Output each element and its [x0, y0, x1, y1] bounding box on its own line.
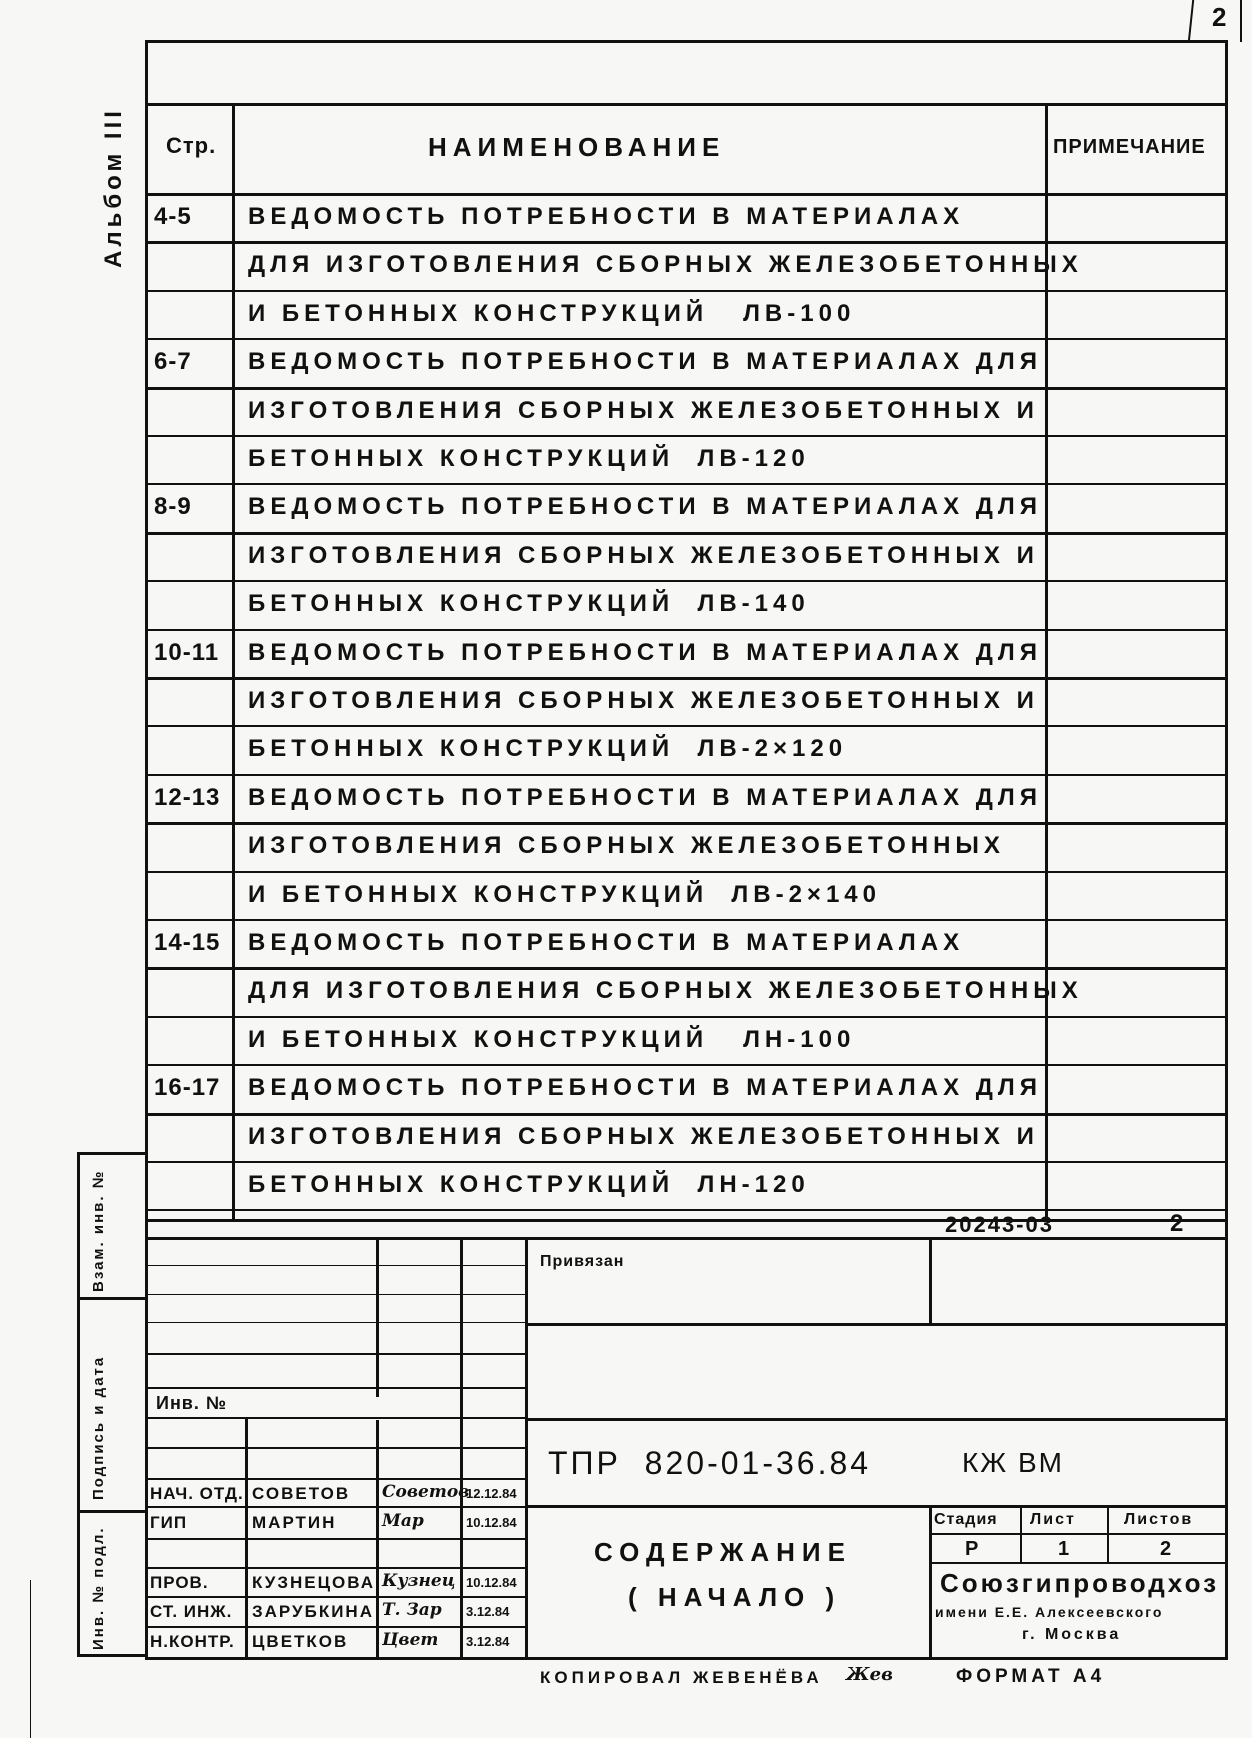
table-row-line: ВЕДОМОСТЬ ПОТРЕБНОСТИ В МАТЕРИАЛАХ: [248, 929, 965, 956]
document-mark: КЖ ВМ: [962, 1447, 1064, 1478]
signature-name: СОВЕТОВ: [252, 1484, 351, 1503]
sheet-title: СОДЕРЖАНИЕ: [594, 1537, 852, 1567]
table-row-line: ИЗГОТОВЛЕНИЯ СБОРНЫХ ЖЕЛЕЗОБЕТОННЫХ И: [248, 396, 1039, 424]
signature-date: 10.12.84: [466, 1575, 517, 1590]
row-divider: [145, 1064, 1227, 1066]
organization-subtitle: имени Е.Е. Алексеевского: [935, 1604, 1164, 1620]
sheet-value: 1: [1058, 1538, 1070, 1560]
side-label-inv-podl: Инв. № подл.: [90, 1526, 107, 1650]
table-row-line: И БЕТОННЫХ КОНСТРУКЦИЙ ЛВ-100: [248, 299, 856, 327]
signature-name: КУЗНЕЦОВА: [252, 1573, 375, 1592]
frame-right: [1225, 40, 1228, 1660]
corner-frame: [1188, 0, 1194, 42]
row-divider: [145, 435, 1227, 437]
stamp-number: 20243-03: [945, 1212, 1054, 1237]
table-row-page: 12-13: [154, 783, 221, 811]
sheet-header: Лист: [1030, 1511, 1076, 1528]
side-label-vzam: Взам. инв. №: [90, 1169, 107, 1292]
frame-bottom: [145, 1657, 1227, 1660]
table-row-line: ИЗГОТОВЛЕНИЯ СБОРНЫХ ЖЕЛЕЗОБЕТОННЫХ И: [248, 541, 1039, 569]
table-row-line: ИЗГОТОВЛЕНИЯ СБОРНЫХ ЖЕЛЕЗОБЕТОННЫХ И: [248, 1122, 1039, 1150]
table-row-line: ВЕДОМОСТЬ ПОТРЕБНОСТИ В МАТЕРИАЛАХ ДЛЯ: [248, 493, 1042, 521]
row-divider: [145, 871, 1227, 873]
row-divider: [145, 725, 1227, 727]
side-label-podpis: Подпись и дата: [90, 1355, 107, 1500]
frame-top: [145, 40, 1227, 43]
signature-role: ГИП: [150, 1513, 188, 1532]
row-divider: [145, 483, 1227, 485]
inv-no-label: Инв. №: [156, 1393, 227, 1413]
table-row-line: ВЕДОМОСТЬ ПОТРЕБНОСТИ В МАТЕРИАЛАХ: [248, 203, 965, 230]
privyazan-label: Привязан: [540, 1253, 625, 1270]
table-row-line: ВЕДОМОСТЬ ПОТРЕБНОСТИ В МАТЕРИАЛАХ ДЛЯ: [248, 1074, 1042, 1102]
signature-date: 3.12.84: [466, 1634, 510, 1649]
signature-role: ПРОВ.: [150, 1573, 209, 1592]
table-row-line: И БЕТОННЫХ КОНСТРУКЦИЙ ЛН-100: [248, 1025, 856, 1053]
signature-mark: Т. Зар: [382, 1600, 442, 1620]
row-divider: [145, 532, 1227, 535]
table-row-line: ВЕДОМОСТЬ ПОТРЕБНОСТИ В МАТЕРИАЛАХ ДЛЯ: [248, 638, 1042, 666]
corner-frame-right: [1240, 0, 1242, 42]
copied-signature: Жев: [846, 1664, 893, 1685]
table-row-line: ДЛЯ ИЗГОТОВЛЕНИЯ СБОРНЫХ ЖЕЛЕЗОБЕТОННЫХ: [248, 977, 1083, 1005]
signature-mark: Кузнец: [382, 1571, 456, 1591]
album-label: Альбом III: [100, 107, 127, 268]
signature-name: ЦВЕТКОВ: [252, 1632, 349, 1651]
row-divider: [145, 290, 1227, 292]
col-divider-page: [232, 103, 235, 1221]
signature-date: 3.12.84: [466, 1604, 510, 1619]
copied-by: КОПИРОВАЛ ЖЕВЕНЁВА: [540, 1668, 823, 1687]
stage-header: Стадия: [934, 1511, 998, 1528]
sheets-value: 2: [1160, 1538, 1172, 1560]
paper-format: ФОРМАТ А4: [956, 1666, 1106, 1687]
signature-name: МАРТИН: [252, 1513, 337, 1532]
sheet-subtitle: ( НАЧАЛО ): [628, 1582, 842, 1612]
header-page: Стр.: [166, 133, 217, 158]
row-divider: [145, 629, 1227, 631]
table-row-line: ИЗГОТОВЛЕНИЯ СБОРНЫХ ЖЕЛЕЗОБЕТОННЫХ И: [248, 687, 1039, 714]
stage-value: Р: [965, 1538, 979, 1560]
row-divider: [145, 1113, 1227, 1116]
header-note: ПРИМЕЧАНИЕ: [1053, 136, 1206, 158]
signature-role: СТ. ИНЖ.: [150, 1602, 233, 1621]
row-divider: [145, 1209, 1227, 1211]
table-row-line: БЕТОННЫХ КОНСТРУКЦИЙ ЛН-120: [248, 1171, 810, 1198]
table-row-page: 6-7: [154, 348, 192, 376]
signature-mark: Цвет: [382, 1630, 439, 1650]
row-divider: [145, 387, 1227, 390]
table-row-line: ВЕДОМОСТЬ ПОТРЕБНОСТИ В МАТЕРИАЛАХ ДЛЯ: [248, 348, 1042, 376]
table-row-line: БЕТОННЫХ КОНСТРУКЦИЙ ЛВ-2×120: [248, 735, 848, 763]
organization-city: г. Москва: [1022, 1626, 1122, 1643]
signature-name: ЗАРУБКИНА: [252, 1602, 374, 1621]
stamp-sheet: 2: [1170, 1210, 1184, 1237]
header-name: НАИМЕНОВАНИЕ: [428, 132, 726, 162]
row-divider: [145, 1161, 1227, 1163]
signature-mark: Советов: [382, 1482, 470, 1502]
signature-role: НАЧ. ОТД.: [150, 1484, 244, 1503]
table-row-line: ДЛЯ ИЗГОТОВЛЕНИЯ СБОРНЫХ ЖЕЛЕЗОБЕТОННЫХ: [248, 251, 1083, 279]
table-row-line: ИЗГОТОВЛЕНИЯ СБОРНЫХ ЖЕЛЕЗОБЕТОННЫХ: [248, 832, 1005, 860]
row-divider: [145, 241, 1227, 244]
organization-name: Союзгипроводхоз: [940, 1568, 1220, 1598]
row-divider: [145, 822, 1227, 825]
table-row-page: 8-9: [154, 493, 192, 521]
row-divider: [145, 774, 1227, 776]
table-row-page: 4-5: [154, 203, 192, 230]
table-row-page: 14-15: [154, 929, 221, 956]
table-row-line: ВЕДОМОСТЬ ПОТРЕБНОСТИ В МАТЕРИАЛАХ ДЛЯ: [248, 783, 1042, 811]
row-divider: [145, 677, 1227, 680]
row-divider: [145, 338, 1227, 340]
trim-mark: [30, 1580, 31, 1738]
table-row-line: И БЕТОННЫХ КОНСТРУКЦИЙ ЛВ-2×140: [248, 880, 881, 908]
sheets-header: Листов: [1124, 1511, 1194, 1528]
row-divider: [145, 580, 1227, 582]
signature-mark: Мар: [382, 1511, 424, 1531]
signature-date: 10.12.84: [466, 1515, 517, 1530]
row-divider: [145, 919, 1227, 921]
table-row-line: БЕТОННЫХ КОНСТРУКЦИЙ ЛВ-120: [248, 445, 810, 472]
table-row-page: 10-11: [154, 638, 220, 666]
sheet-corner-number: 2: [1212, 2, 1227, 32]
row-divider: [145, 967, 1227, 970]
table-row-line: БЕТОННЫХ КОНСТРУКЦИЙ ЛВ-140: [248, 590, 810, 618]
row-divider: [145, 1016, 1227, 1018]
signature-role: Н.КОНТР.: [150, 1632, 235, 1651]
table-row-page: 16-17: [154, 1074, 221, 1102]
document-code: ТПР 820-01-36.84: [548, 1445, 872, 1481]
signature-date: 12.12.84: [466, 1486, 517, 1501]
